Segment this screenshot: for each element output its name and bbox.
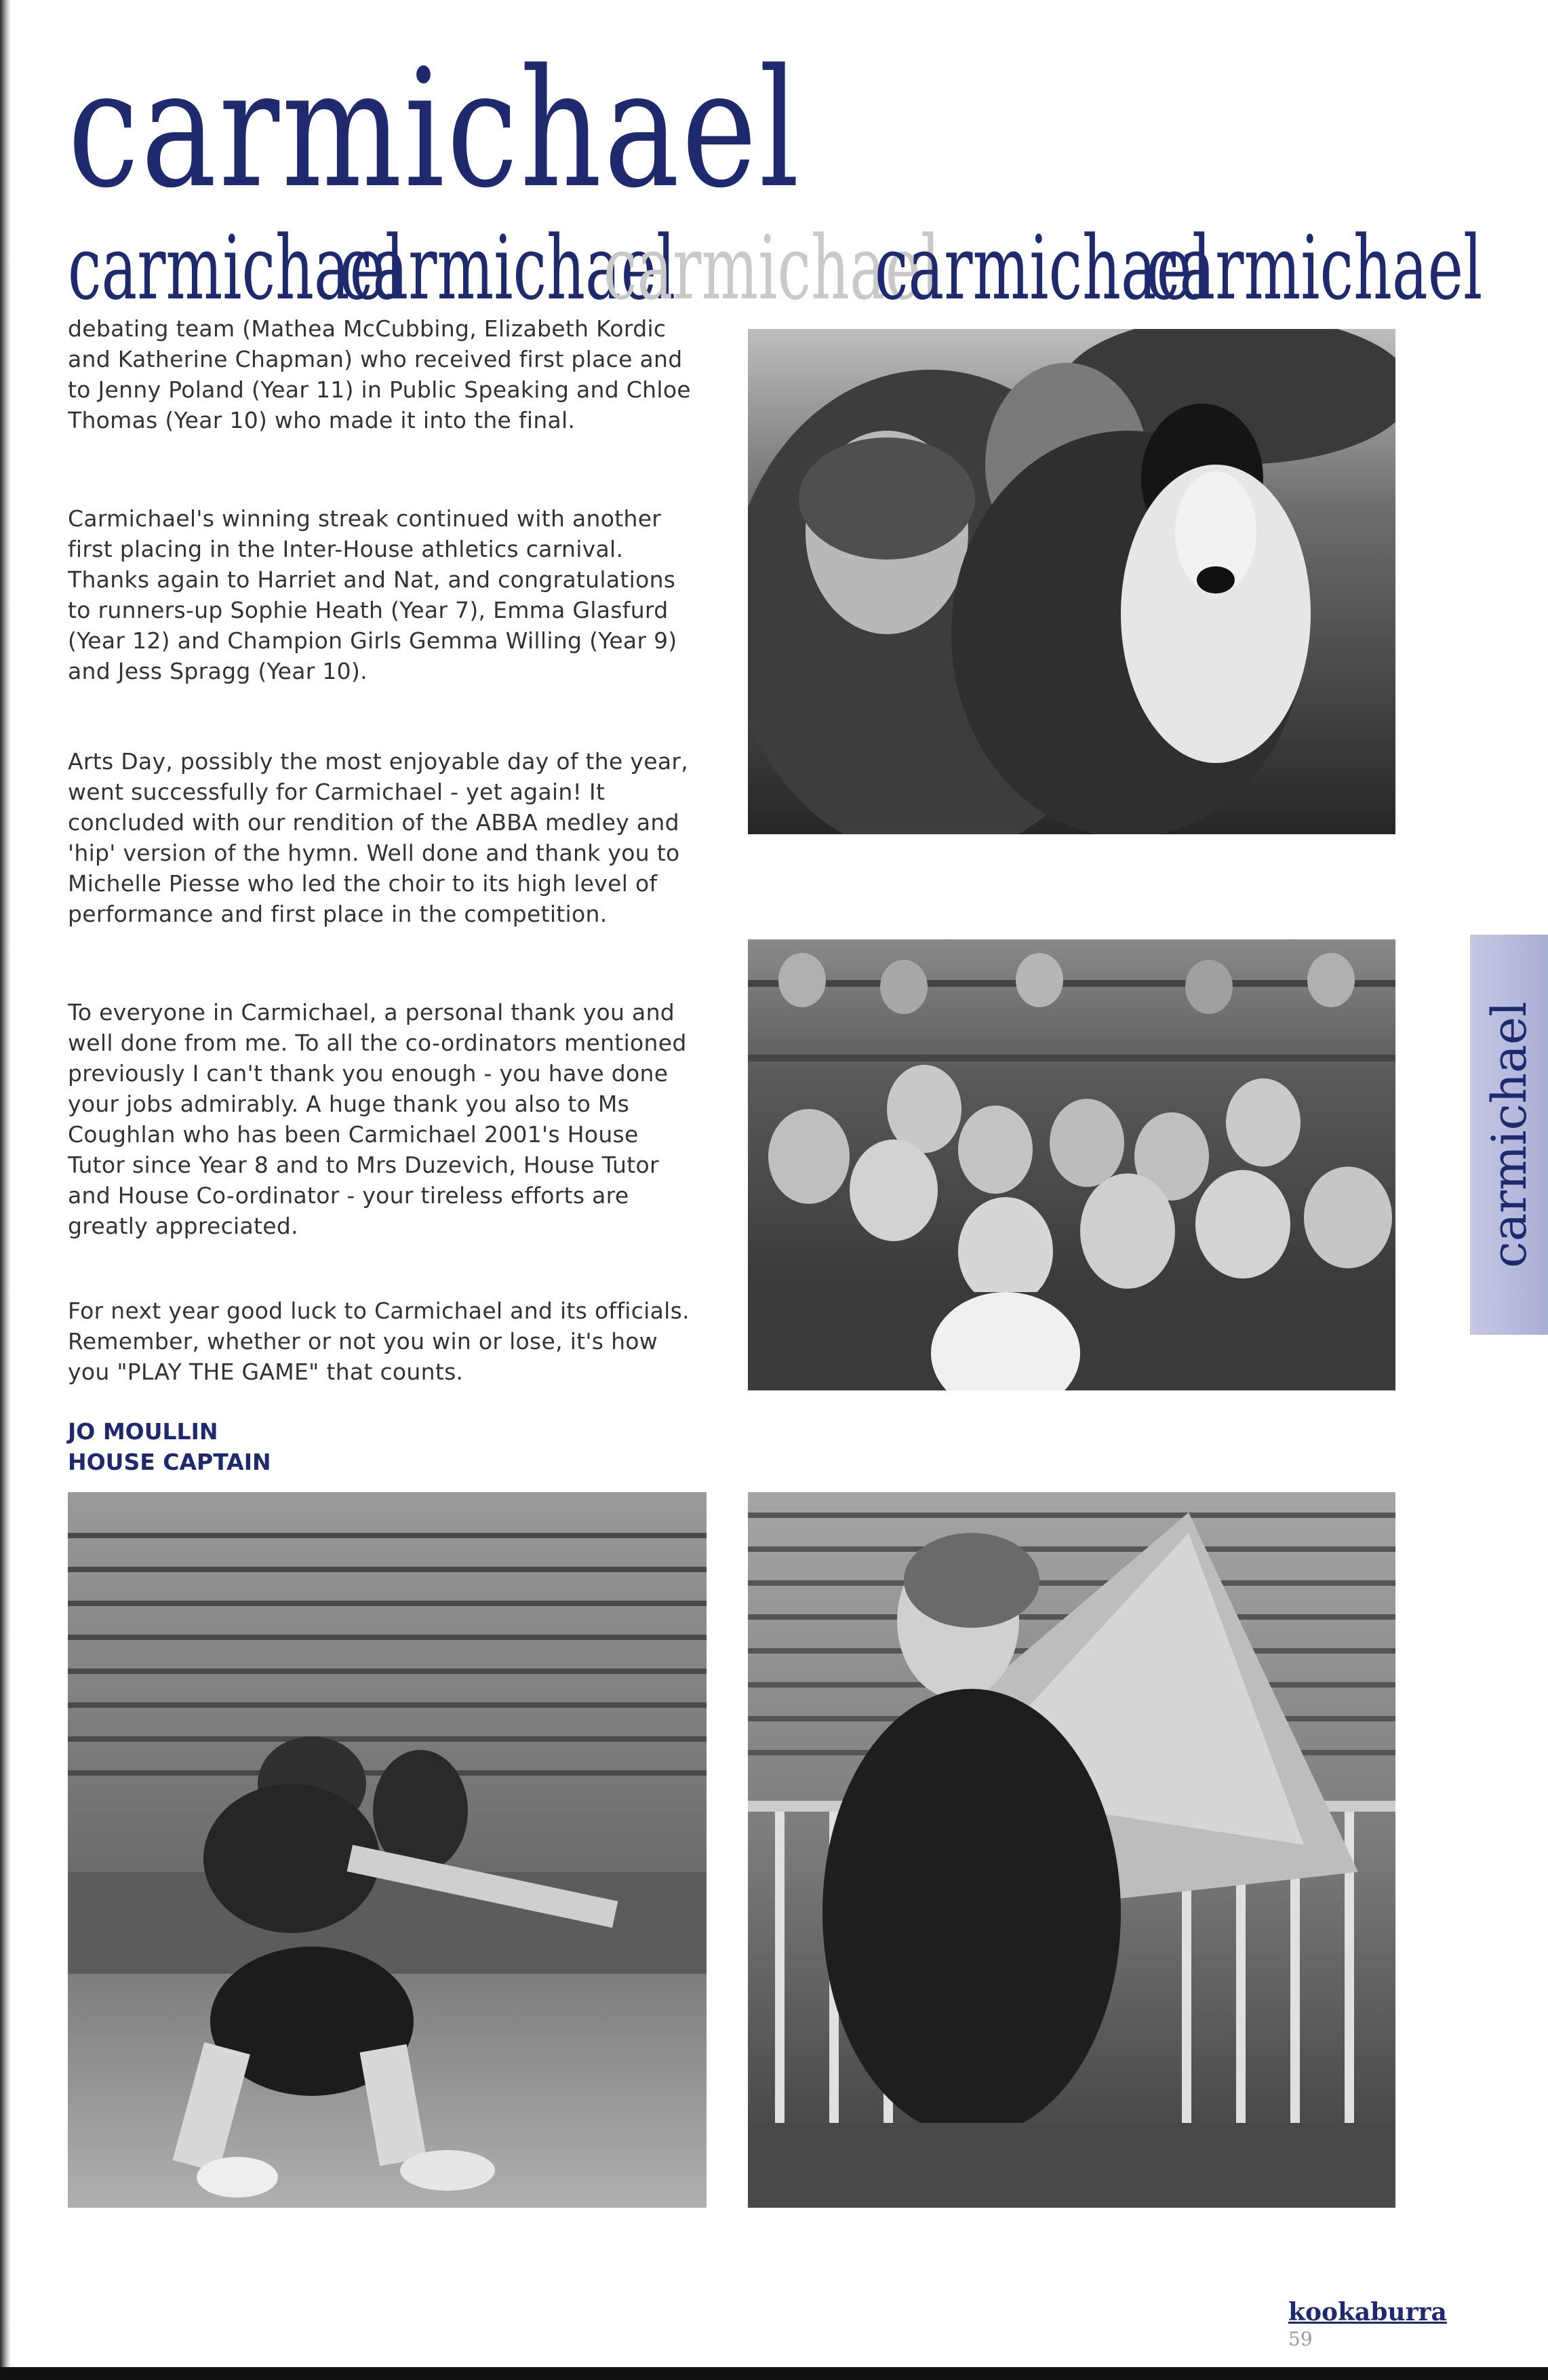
- photo-group-of-girls: [748, 939, 1395, 1390]
- title-repeat-1: carmichael: [68, 216, 405, 319]
- title-repeat-4: carmichael: [875, 216, 1212, 319]
- section-side-tab: [1470, 935, 1548, 1335]
- article-paragraph-5: For next year good luck to Carmichael and its officials. Remember, whether or not you win or lose, it's how you "PLAY THE GAME" that counts.: [68, 1298, 690, 1385]
- author-signature: [68, 1416, 610, 1477]
- article-paragraph-1: debating team (Mathea McCubbing, Elizabeth Kordic and Katherine Chapman) who received first place and to Jenny Poland (Year 11) in Public Speaking and Chloe Thomas (Year 10) who made it into the final.: [68, 315, 691, 433]
- publication-name: kookaburra: [1288, 2298, 1447, 2326]
- article-paragraph-3: Arts Day, possibly the most enjoyable day of the year, went successfully for Carmichael - yet again! It concluded with our rendition of the ABBA medley and 'hip' version of the hymn. Well done and thank you to Michelle Piesse who led the choir to its high level of performance and first place in the competition.: [68, 748, 689, 927]
- title-repeat-3-faded: carmichael: [603, 216, 940, 319]
- author-name: JO MOULLIN: [68, 1418, 218, 1445]
- title-repeat-5: carmichael: [1146, 216, 1483, 319]
- page-title: carmichael: [68, 34, 802, 224]
- page-bottom-edge: [0, 2367, 1548, 2380]
- photo-long-jump-athlete: [68, 1492, 707, 2208]
- article-paragraph-2: Carmichael's winning streak continued with another first placing in the Inter-House athletics carnival. Thanks again to Harriet and Nat, and congratulations to runners-up Sophie Heath (Year 7), Emma Glasfurd (Year 12) and Champion Girls Gemma Willing (Year 9) and Jess Spragg (Year 10).: [68, 505, 677, 684]
- article-paragraph-4: To everyone in Carmichael, a personal thank you and well done from me. To all the co-ordinators mentioned previously I can't thank you enough - you have done your jobs admirably. A huge thank you also to Ms Coughlan who has been Carmichael 2001's House Tutor since Year 8 and to Mrs Duzevich, House Tutor and House Co-ordinator - your tireless efforts are greatly appreciated.: [68, 999, 687, 1239]
- page-binding-edge: [0, 0, 11, 2380]
- page-number: 59: [1288, 2328, 1313, 2350]
- title-repeat-2: carmichael: [339, 216, 676, 319]
- photo-girls-with-dog: [748, 329, 1395, 834]
- photo-girl-with-cape: [748, 1492, 1395, 2208]
- author-role: HOUSE CAPTAIN: [68, 1449, 271, 1475]
- side-tab-label: carmichael: [1481, 1001, 1537, 1268]
